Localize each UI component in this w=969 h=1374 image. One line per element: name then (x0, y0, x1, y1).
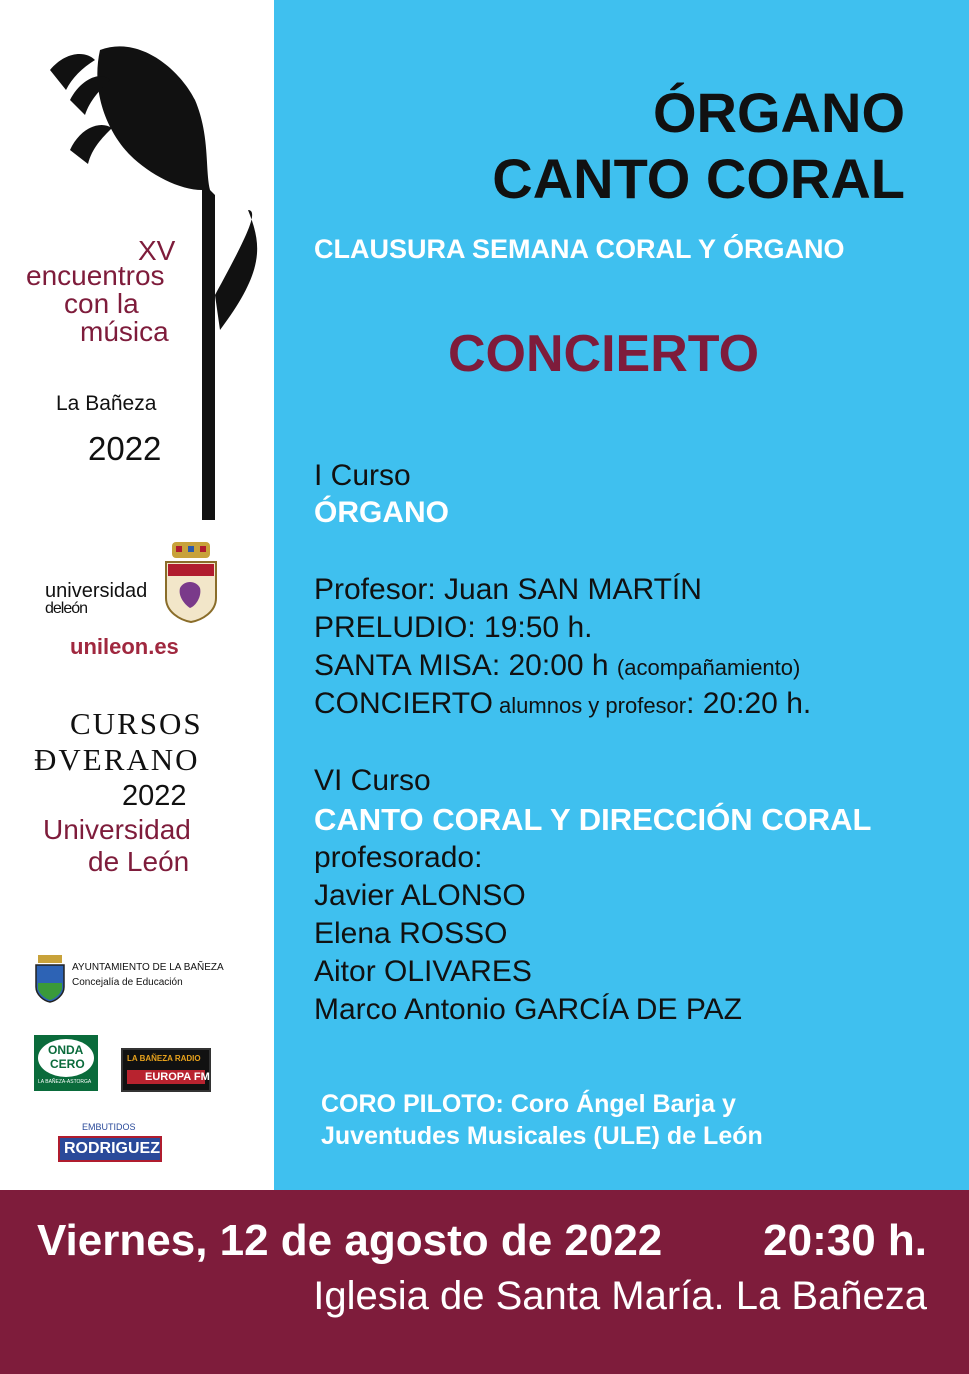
universidad-line2: deleón (45, 600, 88, 617)
onda-small: LA BAÑEZA-ASTORGA (38, 1079, 92, 1085)
radio-logo (121, 1048, 211, 1092)
cursos-line2: ÐVERANO (34, 742, 200, 777)
curso1-concierto: CONCIERTO alumnos y profesor: 20:20 h. (314, 687, 812, 720)
universidad-line1: universidad (45, 580, 148, 602)
curso1-preludio: PRELUDIO: 19:50 h. (314, 611, 593, 644)
coro-line2: Juventudes Musicales (ULE) de León (321, 1122, 763, 1150)
curso1-name: ÓRGANO (314, 496, 449, 529)
coat-of-arms-icon (162, 540, 220, 624)
rodriguez-logo (58, 1122, 162, 1170)
curso2-profesorado: profesorado: (314, 841, 483, 874)
teacher-1: Javier ALONSO (314, 879, 526, 912)
festival-year: 2022 (88, 430, 162, 467)
festival-line2: con la (64, 288, 139, 319)
onda-cero-logo (34, 1035, 98, 1091)
ayto-line1: AYUNTAMIENTO DE LA BAÑEZA (72, 962, 224, 973)
cursos-univ1: Universidad (43, 814, 191, 845)
festival-city: La Bañeza (56, 392, 157, 415)
onda-line2: CERO (50, 1057, 85, 1071)
teacher-3: Aitor OLIVARES (314, 955, 532, 988)
title-organo: ÓRGANO (653, 81, 905, 144)
concierto-heading: CONCIERTO (448, 325, 760, 383)
concierto-small: alumnos y profesor (492, 693, 687, 718)
title-canto-coral: CANTO CORAL (492, 147, 905, 210)
curso2-name: CANTO CORAL Y DIRECCIÓN CORAL (314, 802, 872, 837)
misa-note: (acompañamiento) (616, 655, 801, 680)
festival-line1: encuentros (26, 260, 165, 291)
subtitle: CLAUSURA SEMANA CORAL Y ÓRGANO (314, 234, 845, 264)
festival-line3: música (80, 316, 169, 347)
embutidos-small: EMBUTIDOS (82, 1122, 136, 1132)
curso1-label: I Curso (314, 459, 411, 492)
cursos-year: 2022 (122, 780, 187, 812)
curso2-label: VI Curso (314, 764, 431, 797)
radio-line2: EUROPA FM (145, 1071, 210, 1083)
coro-line1: CORO PILOTO: Coro Ángel Barja y (321, 1090, 736, 1118)
embutidos-name: RODRIGUEZ (64, 1140, 160, 1157)
teacher-4: Marco Antonio GARCÍA DE PAZ (314, 993, 742, 1026)
event-place: Iglesia de Santa María. La Bañeza (313, 1274, 927, 1318)
cursos-line1: CURSOS (70, 706, 203, 741)
curso1-misa: SANTA MISA: 20:00 h (acompañamiento) (314, 649, 801, 682)
event-date: Viernes, 12 de agosto de 2022 (37, 1216, 663, 1265)
radio-line1: LA BAÑEZA RADIO (127, 1054, 201, 1063)
festival-edition: XV (138, 235, 176, 266)
teacher-2: Elena ROSSO (314, 917, 508, 950)
event-time: 20:30 h. (763, 1216, 927, 1265)
curso1-profesor: Profesor: Juan SAN MARTÍN (314, 573, 702, 606)
ayto-line2: Concejalía de Educación (72, 977, 183, 988)
cursos-univ2: de León (88, 846, 190, 877)
onda-line1: ONDA (48, 1043, 84, 1057)
unileon-link: unileon.es (70, 634, 179, 659)
ayuntamiento-shield-icon (34, 955, 66, 1003)
